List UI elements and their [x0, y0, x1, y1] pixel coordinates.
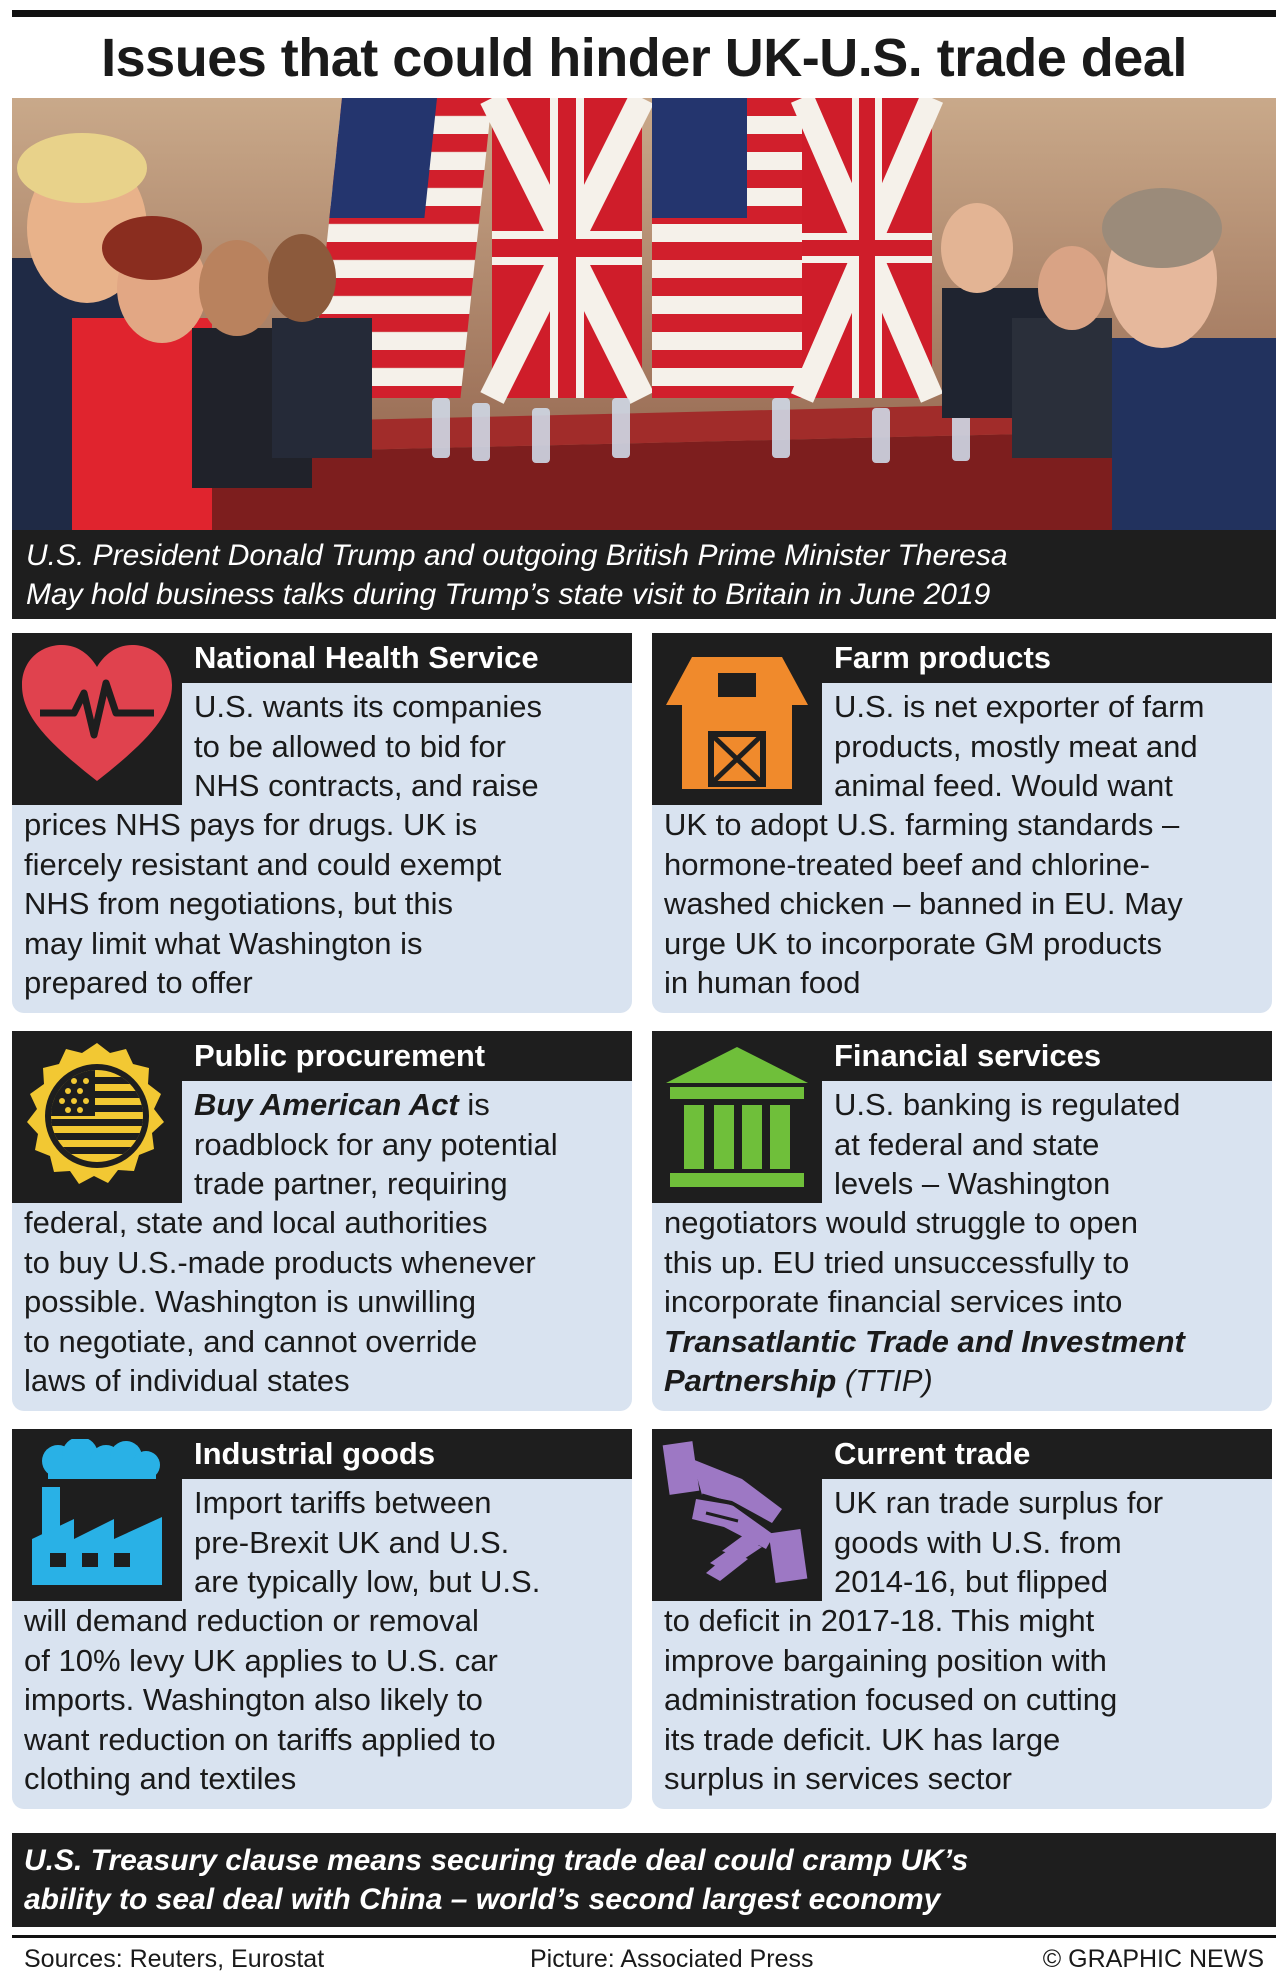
panel-financial-services	[652, 1031, 1272, 1411]
takeaway-line-2: ability to seal deal with China – world’s second largest economy	[24, 1883, 941, 1916]
body-line: to deficit in 2017-18. This might	[664, 1603, 1095, 1638]
body-line: administration focused on cutting	[664, 1682, 1118, 1717]
body-line: UK to adopt U.S. farming standards –	[664, 807, 1180, 842]
page-title: Issues that could hinder UK-U.S. trade deal	[101, 28, 1187, 88]
body-line: this up. EU tried unsuccessfully to	[664, 1244, 1130, 1280]
key-takeaway-banner	[12, 1833, 1276, 1927]
body-line: possible. Washington is unwilling	[24, 1284, 477, 1319]
body-line: U.S. wants its companies	[194, 689, 543, 724]
panel-public-procurement	[12, 1031, 632, 1411]
agreement-name: Transatlantic Trade and Investment	[664, 1323, 1185, 1359]
body-line: will demand reduction or removal	[24, 1603, 479, 1638]
body-line: animal feed. Would want	[834, 768, 1173, 803]
body-line: pre-Brexit UK and U.S.	[194, 1524, 510, 1560]
takeaway-line-1: U.S. Treasury clause means securing trade deal could cramp UK’s	[24, 1844, 969, 1877]
body-line: UK ran trade surplus for	[834, 1485, 1164, 1520]
body-line: its trade deficit. UK has large	[664, 1721, 1061, 1757]
body-line: federal, state and local authorities	[24, 1205, 488, 1240]
caption-line-1: U.S. President Donald Trump and outgoing British Prime Minister Theresa	[26, 539, 1008, 572]
photo-caption	[12, 530, 1276, 619]
panel-title: Industrial goods	[182, 1429, 632, 1479]
panel-industrial-goods	[12, 1429, 632, 1809]
body-line: incorporate financial services into	[664, 1284, 1123, 1319]
body-line: fiercely resistant and could exempt	[24, 846, 502, 882]
body-line: want reduction on tariffs applied to	[24, 1721, 496, 1757]
body-line: 2014-16, but flipped	[834, 1564, 1109, 1599]
body-line: are typically low, but U.S.	[194, 1564, 541, 1599]
panel-national-health-service	[12, 633, 632, 1013]
body-line: may limit what Washington is	[24, 925, 423, 961]
agreement-abbreviation: (TTIP)	[836, 1363, 933, 1398]
body-line: surplus in services sector	[664, 1761, 1013, 1796]
news-photo	[12, 98, 1276, 530]
heart-pulse-icon	[22, 643, 172, 793]
body-line: U.S. banking is regulated	[834, 1087, 1181, 1122]
publisher-credit: © GRAPHIC NEWS	[1042, 1945, 1264, 1973]
body-line: negotiators would struggle to open	[664, 1205, 1138, 1240]
body-line	[194, 1085, 558, 1125]
body-line: products, mostly meat and	[834, 728, 1198, 764]
body-line: of 10% levy UK applies to U.S. car	[24, 1642, 498, 1678]
body-line: levels – Washington	[834, 1166, 1111, 1201]
body-line: hormone-treated beef and chlorine-	[664, 846, 1150, 882]
body-line: washed chicken – banned in EU. May	[664, 886, 1183, 921]
panel-title: National Health Service	[182, 633, 632, 683]
factory-icon	[22, 1439, 172, 1589]
footer-rule	[12, 1935, 1276, 1938]
body-line: laws of individual states	[24, 1363, 350, 1398]
body-line	[664, 1361, 1185, 1401]
bank-building-icon	[662, 1041, 812, 1191]
body-line: NHS contracts, and raise	[194, 768, 539, 803]
sources-credit: Sources: Reuters, Eurostat	[24, 1945, 325, 1973]
body-line: goods with U.S. from	[834, 1524, 1122, 1560]
body-line: improve bargaining position with	[664, 1642, 1107, 1678]
body-line: roadblock for any potential	[194, 1126, 558, 1162]
body-text: is	[458, 1087, 490, 1122]
panel-current-trade	[652, 1429, 1272, 1809]
panel-title: Farm products	[822, 633, 1272, 683]
panel-title: Public procurement	[182, 1031, 632, 1081]
panel-title: Current trade	[822, 1429, 1272, 1479]
body-line: trade partner, requiring	[194, 1166, 508, 1201]
barn-icon	[662, 643, 812, 793]
panel-title: Financial services	[822, 1031, 1272, 1081]
body-line: to buy U.S.-made products whenever	[24, 1244, 536, 1280]
body-line: U.S. is net exporter of farm	[834, 689, 1205, 724]
body-line: NHS from negotiations, but this	[24, 886, 454, 921]
body-line: at federal and state	[834, 1126, 1100, 1162]
body-line: urge UK to incorporate GM products	[664, 925, 1162, 961]
body-line: to negotiate, and cannot override	[24, 1323, 478, 1359]
body-line: clothing and textiles	[24, 1761, 297, 1796]
body-line: prepared to offer	[24, 965, 253, 1000]
picture-credit: Picture: Associated Press	[530, 1945, 814, 1973]
top-rule	[12, 10, 1276, 17]
us-flag-seal-icon	[22, 1041, 172, 1191]
body-line: to be allowed to bid for	[194, 728, 506, 764]
act-name: Buy American Act	[194, 1087, 459, 1122]
body-line: in human food	[664, 965, 861, 1000]
body-line: prices NHS pays for drugs. UK is	[24, 807, 478, 842]
panel-farm-products	[652, 633, 1272, 1013]
agreement-name: Partnership	[664, 1363, 837, 1398]
body-line: Import tariffs between	[194, 1485, 492, 1520]
handshake-icon	[662, 1439, 812, 1589]
caption-line-2: May hold business talks during Trump’s state visit to Britain in June 2019	[26, 578, 991, 611]
body-line: imports. Washington also likely to	[24, 1682, 483, 1717]
